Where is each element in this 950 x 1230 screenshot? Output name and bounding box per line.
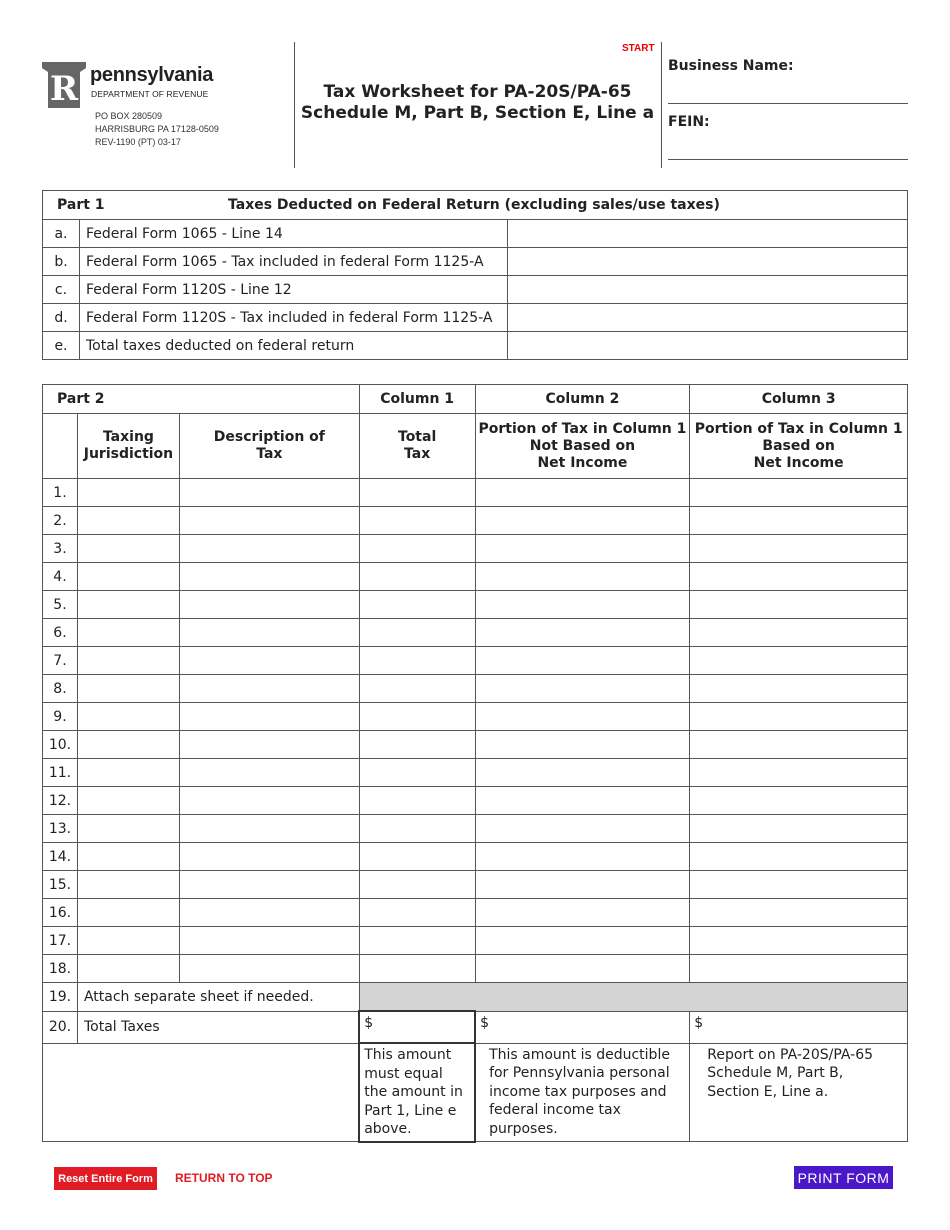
line-number: 18. (43, 955, 78, 983)
not-based-on-net-income-input[interactable] (475, 731, 690, 759)
part2-label: Part 2 (43, 385, 360, 414)
taxing-jurisdiction-input[interactable] (77, 955, 179, 983)
taxing-jurisdiction-input[interactable] (77, 731, 179, 759)
form-title-line-1: Tax Worksheet for PA-20S/PA-65 (323, 82, 632, 102)
not-based-on-net-income-input[interactable] (475, 703, 690, 731)
amount-input[interactable] (507, 304, 908, 332)
tax-description-input[interactable] (179, 675, 359, 703)
row-letter: a. (43, 220, 80, 248)
total-tax-input[interactable] (359, 899, 475, 927)
amount-input[interactable] (507, 248, 908, 276)
column-1-note: This amount must equal the amount in Part 1, Line e above. (359, 1043, 475, 1142)
total-tax-input[interactable] (359, 591, 475, 619)
based-on-net-income-input[interactable] (690, 955, 908, 983)
total-tax-input[interactable] (359, 479, 475, 507)
agency-name: pennsylvania (90, 64, 214, 86)
based-on-net-income-input[interactable] (690, 927, 908, 955)
column-3-note: Report on PA-20S/PA-65 Schedule M, Part B, Section E, Line a. (690, 1043, 908, 1142)
based-on-net-income-input[interactable] (690, 535, 908, 563)
part1-row-e (43, 332, 908, 360)
table-row (43, 899, 908, 927)
tax-description-input[interactable] (179, 479, 359, 507)
header-text: Jurisdiction (83, 446, 174, 462)
taxing-jurisdiction-input[interactable] (77, 535, 179, 563)
column-3-header: Column 3 (690, 385, 908, 414)
not-based-on-net-income-header (475, 414, 690, 479)
total-tax-input[interactable] (359, 535, 475, 563)
line-number: 2. (43, 507, 78, 535)
line-number: 16. (43, 899, 78, 927)
start-marker: START (622, 43, 655, 54)
taxing-jurisdiction-input[interactable] (77, 703, 179, 731)
part1-header (43, 191, 908, 220)
row-letter: c. (43, 276, 80, 304)
row-description: Federal Form 1120S - Line 12 (79, 276, 507, 304)
line-number: 12. (43, 787, 78, 815)
part2-column-headers (43, 385, 908, 414)
tax-description-input[interactable] (179, 899, 359, 927)
business-name-label: Business Name: (668, 58, 794, 74)
tax-description-input[interactable] (179, 927, 359, 955)
not-based-on-net-income-input[interactable] (475, 647, 690, 675)
based-on-net-income-input[interactable] (690, 871, 908, 899)
attach-sheet-note: Attach separate sheet if needed. (77, 983, 359, 1012)
reset-form-button[interactable]: Reset Entire Form (54, 1167, 157, 1190)
based-on-net-income-input[interactable] (690, 787, 908, 815)
part2-subheaders (43, 414, 908, 479)
total-tax-input[interactable] (359, 647, 475, 675)
part1-row-d (43, 304, 908, 332)
line-number: 1. (43, 479, 78, 507)
line-number: 4. (43, 563, 78, 591)
tax-description-input[interactable] (179, 815, 359, 843)
row-description: Federal Form 1065 - Tax included in federal Form 1125-A (79, 248, 507, 276)
line-number: 15. (43, 871, 78, 899)
table-row (43, 479, 908, 507)
not-based-on-net-income-input[interactable] (475, 675, 690, 703)
description-header (179, 414, 359, 479)
taxing-jurisdiction-input[interactable] (77, 899, 179, 927)
total-tax-input[interactable] (359, 675, 475, 703)
not-based-on-net-income-input[interactable] (475, 815, 690, 843)
line-number: 9. (43, 703, 78, 731)
tax-description-input[interactable] (179, 619, 359, 647)
row-letter: b. (43, 248, 80, 276)
total-tax-input[interactable] (359, 507, 475, 535)
tax-description-input[interactable] (179, 647, 359, 675)
fein-field[interactable] (668, 159, 908, 160)
table-row (43, 927, 908, 955)
row-description: Federal Form 1065 - Line 14 (79, 220, 507, 248)
part1-row-c (43, 276, 908, 304)
based-on-net-income-input[interactable] (690, 479, 908, 507)
header-divider-right (661, 42, 662, 168)
taxing-jurisdiction-input[interactable] (77, 843, 179, 871)
tax-description-input[interactable] (179, 871, 359, 899)
line-number: 17. (43, 927, 78, 955)
print-form-button[interactable]: PRINT FORM (794, 1166, 893, 1189)
not-based-on-net-income-input[interactable] (475, 899, 690, 927)
table-row (43, 759, 908, 787)
amount-input[interactable] (507, 332, 908, 360)
taxing-jurisdiction-input[interactable] (77, 563, 179, 591)
taxing-jurisdiction-input[interactable] (77, 479, 179, 507)
based-on-net-income-input[interactable] (690, 675, 908, 703)
line-number: 5. (43, 591, 78, 619)
header-text: Not Based on (529, 437, 636, 454)
tax-description-input[interactable] (179, 843, 359, 871)
amount-input[interactable] (507, 276, 908, 304)
address-line-1: PO BOX 280509 (95, 111, 163, 121)
dollar-sign: $ (480, 1014, 489, 1031)
tax-description-input[interactable] (179, 955, 359, 983)
table-row (43, 787, 908, 815)
column-1-header: Column 1 (359, 385, 475, 414)
part2-row-19 (43, 983, 908, 1012)
taxing-jurisdiction-input[interactable] (77, 759, 179, 787)
total-tax-input[interactable] (359, 731, 475, 759)
tax-description-input[interactable] (179, 731, 359, 759)
based-on-net-income-input[interactable] (690, 647, 908, 675)
tax-description-input[interactable] (179, 535, 359, 563)
taxing-jurisdiction-input[interactable] (77, 507, 179, 535)
part2-table (42, 384, 908, 1143)
table-row (43, 703, 908, 731)
total-tax-input[interactable] (359, 563, 475, 591)
column-2-note: This amount is deductible for Pennsylvania personal income tax purposes and federal income tax purposes. (475, 1043, 690, 1142)
total-tax-input[interactable] (359, 787, 475, 815)
line-number: 19. (43, 983, 78, 1012)
total-column-1-input[interactable] (359, 1011, 475, 1043)
fein-label: FEIN: (668, 114, 710, 130)
header-text: Description of (213, 429, 325, 445)
based-on-net-income-input[interactable] (690, 843, 908, 871)
row-description: Total taxes deducted on federal return (79, 332, 507, 360)
taxing-jurisdiction-input[interactable] (77, 675, 179, 703)
tax-description-input[interactable] (179, 703, 359, 731)
total-taxes-label: Total Taxes (77, 1011, 359, 1043)
not-based-on-net-income-input[interactable] (475, 843, 690, 871)
table-row (43, 871, 908, 899)
dollar-sign: $ (364, 1015, 374, 1031)
not-based-on-net-income-input[interactable] (475, 619, 690, 647)
keystone-icon (42, 62, 86, 108)
header-text: Based on (762, 437, 835, 454)
taxing-jurisdiction-input[interactable] (77, 619, 179, 647)
header-text: Portion of Tax in Column 1 (478, 420, 687, 437)
not-based-on-net-income-input[interactable] (475, 507, 690, 535)
tax-description-input[interactable] (179, 507, 359, 535)
part2-row-20 (43, 1011, 908, 1043)
line-number: 8. (43, 675, 78, 703)
table-row (43, 507, 908, 535)
total-tax-input[interactable] (359, 703, 475, 731)
based-on-net-income-input[interactable] (690, 563, 908, 591)
taxing-jurisdiction-input[interactable] (77, 787, 179, 815)
taxing-jurisdiction-header (77, 414, 179, 479)
not-based-on-net-income-input[interactable] (475, 563, 690, 591)
line-number: 7. (43, 647, 78, 675)
column-2-header: Column 2 (475, 385, 690, 414)
total-tax-input[interactable] (359, 815, 475, 843)
not-based-on-net-income-input[interactable] (475, 479, 690, 507)
total-tax-header (359, 414, 475, 479)
not-based-on-net-income-input[interactable] (475, 591, 690, 619)
part1-row-b (43, 248, 908, 276)
part1-row-a (43, 220, 908, 248)
line-number: 13. (43, 815, 78, 843)
table-row (43, 563, 908, 591)
agency-department: DEPARTMENT OF REVENUE (91, 89, 209, 99)
header-text: Taxing (102, 429, 154, 445)
based-on-net-income-input[interactable] (690, 899, 908, 927)
table-row (43, 675, 908, 703)
business-name-field[interactable] (668, 103, 908, 104)
address-line-2: HARRISBURG PA 17128-0509 (95, 124, 219, 134)
amount-input[interactable] (507, 220, 908, 248)
not-based-on-net-income-input[interactable] (475, 759, 690, 787)
table-row (43, 731, 908, 759)
dollar-sign: $ (694, 1014, 704, 1031)
line-number: 14. (43, 843, 78, 871)
not-based-on-net-income-input[interactable] (475, 927, 690, 955)
total-tax-input[interactable] (359, 927, 475, 955)
total-tax-input[interactable] (359, 955, 475, 983)
based-on-net-income-input[interactable] (690, 703, 908, 731)
row-description: Federal Form 1120S - Tax included in federal Form 1125-A (79, 304, 507, 332)
logo-letter: R (49, 69, 79, 108)
based-on-net-income-input[interactable] (690, 507, 908, 535)
total-tax-input[interactable] (359, 871, 475, 899)
part2-notes (43, 1043, 908, 1142)
return-to-top-link[interactable]: RETURN TO TOP (175, 1171, 273, 1185)
taxing-jurisdiction-input[interactable] (77, 815, 179, 843)
based-on-net-income-input[interactable] (690, 591, 908, 619)
based-on-net-income-header (690, 414, 908, 479)
total-tax-input[interactable] (359, 619, 475, 647)
table-row (43, 843, 908, 871)
based-on-net-income-input[interactable] (690, 815, 908, 843)
not-based-on-net-income-input[interactable] (475, 787, 690, 815)
header-text: Net Income (753, 454, 844, 471)
row-letter: d. (43, 304, 80, 332)
header-text: Total (398, 429, 437, 445)
total-tax-input[interactable] (359, 843, 475, 871)
line-number: 10. (43, 731, 78, 759)
tax-description-input[interactable] (179, 591, 359, 619)
total-column-3-input[interactable] (690, 1011, 908, 1043)
table-row (43, 591, 908, 619)
form-title-line-2: Schedule M, Part B, Section E, Line a (300, 103, 655, 123)
part1-heading: Taxes Deducted on Federal Return (excluding sales/use taxes) (228, 197, 720, 213)
header-text: Portion of Tax in Column 1 (694, 420, 903, 437)
not-based-on-net-income-input[interactable] (475, 535, 690, 563)
line-number: 11. (43, 759, 78, 787)
total-column-2-input[interactable] (475, 1011, 690, 1043)
based-on-net-income-input[interactable] (690, 731, 908, 759)
agency-logo (42, 62, 242, 110)
taxing-jurisdiction-input[interactable] (77, 927, 179, 955)
based-on-net-income-input[interactable] (690, 759, 908, 787)
table-row (43, 647, 908, 675)
form-id: REV-1190 (PT) 03-17 (95, 137, 181, 147)
tax-description-input[interactable] (179, 787, 359, 815)
line-number: 6. (43, 619, 78, 647)
row-letter: e. (43, 332, 80, 360)
taxing-jurisdiction-input[interactable] (77, 591, 179, 619)
header-text: Tax (256, 446, 283, 462)
table-row (43, 535, 908, 563)
line-number: 3. (43, 535, 78, 563)
tax-description-input[interactable] (179, 759, 359, 787)
part1-label: Part 1 (57, 197, 105, 213)
header-text: Net Income (537, 454, 628, 471)
table-row (43, 815, 908, 843)
total-tax-input[interactable] (359, 759, 475, 787)
part1-table (42, 190, 908, 360)
taxing-jurisdiction-input[interactable] (77, 871, 179, 899)
line-number: 20. (43, 1011, 78, 1043)
based-on-net-income-input[interactable] (690, 619, 908, 647)
shaded-cell (359, 983, 907, 1012)
not-based-on-net-income-input[interactable] (475, 955, 690, 983)
table-row (43, 955, 908, 983)
not-based-on-net-income-input[interactable] (475, 871, 690, 899)
taxing-jurisdiction-input[interactable] (77, 647, 179, 675)
tax-description-input[interactable] (179, 563, 359, 591)
header-text: Tax (404, 446, 431, 462)
table-row (43, 619, 908, 647)
